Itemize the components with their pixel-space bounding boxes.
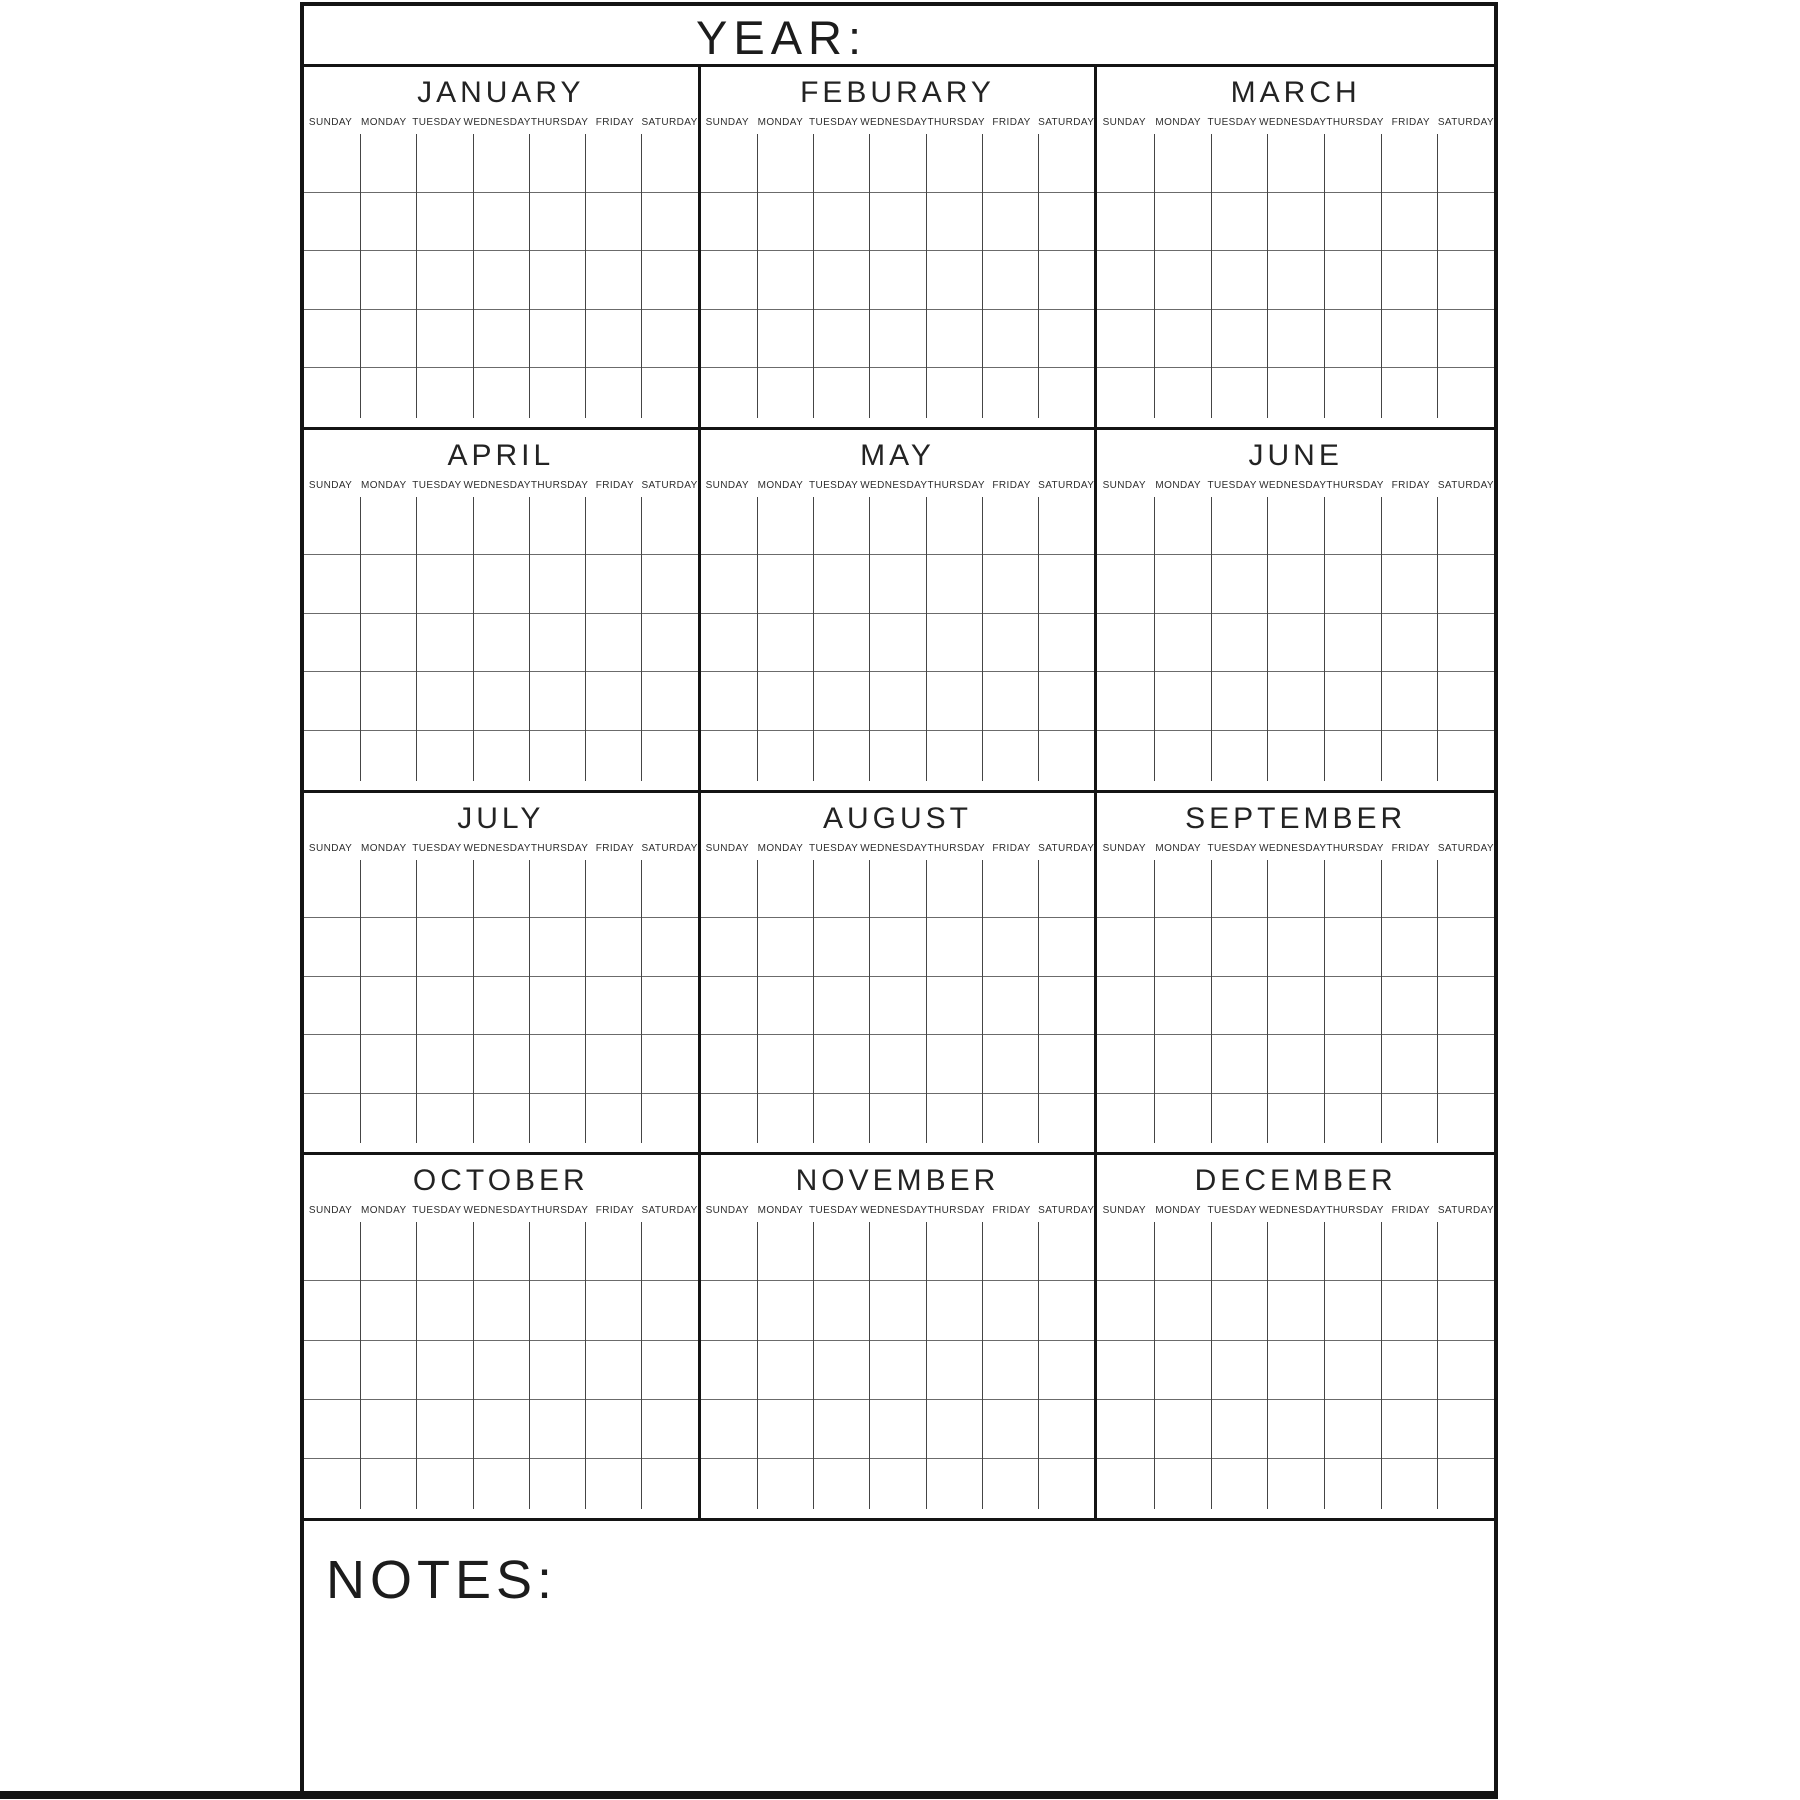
- month-block-december: [1097, 1155, 1494, 1518]
- week-row: [1097, 193, 1494, 252]
- day-name-label: SATURDAY: [1038, 479, 1095, 491]
- day-name-label: SATURDAY: [641, 117, 698, 128]
- month-week-grid: [1097, 497, 1494, 790]
- day-name-label: SATURDAY: [1038, 117, 1095, 128]
- notes-label: NOTES:: [326, 1550, 558, 1610]
- day-column-divider: [360, 134, 361, 418]
- month-title: SEPTEMBER: [1185, 801, 1407, 835]
- month-week-grid: [1097, 860, 1494, 1153]
- week-row: [701, 860, 1095, 919]
- day-name-label: SATURDAY: [1038, 1205, 1095, 1217]
- day-name-label: MONDAY: [757, 1205, 804, 1217]
- month-block-july: [304, 793, 701, 1156]
- day-column-divider: [1267, 860, 1268, 1144]
- day-column-divider: [926, 860, 927, 1144]
- day-column-divider: [1267, 1222, 1268, 1509]
- week-row: [1097, 731, 1494, 790]
- day-name-label: FRIDAY: [595, 1205, 635, 1217]
- day-column-divider: [1437, 497, 1438, 781]
- week-row: [304, 134, 698, 193]
- week-row: [304, 1094, 698, 1153]
- day-name-label: FRIDAY: [992, 1205, 1031, 1217]
- day-names-row: [304, 843, 698, 856]
- day-name-label: WEDNESDAY: [860, 479, 928, 491]
- day-name-label: SATURDAY: [1038, 842, 1095, 854]
- week-row: [304, 860, 698, 919]
- week-row: [304, 1222, 698, 1281]
- week-row: [1097, 310, 1494, 369]
- year-header: [304, 6, 1494, 67]
- month-block-november: [701, 1155, 1098, 1518]
- day-column-divider: [1437, 860, 1438, 1144]
- day-name-label: TUESDAY: [808, 117, 859, 128]
- week-row: [701, 193, 1095, 252]
- day-column-divider: [1324, 860, 1325, 1144]
- day-name-label: THURSDAY: [530, 479, 589, 491]
- day-names-row: [304, 117, 698, 130]
- month-title: FEBURARY: [800, 76, 995, 109]
- year-calendar: [300, 2, 1498, 1792]
- day-column-divider: [926, 1222, 927, 1509]
- day-column-divider: [926, 134, 927, 418]
- day-name-label: TUESDAY: [412, 479, 462, 491]
- day-column-divider: [1324, 134, 1325, 418]
- week-row: [701, 1035, 1095, 1094]
- day-name-label: MONDAY: [1155, 842, 1201, 854]
- day-name-label: WEDNESDAY: [463, 1205, 531, 1217]
- months-grid: [304, 67, 1494, 1518]
- day-column-divider: [473, 497, 474, 781]
- day-column-divider: [416, 860, 417, 1144]
- month-title: APRIL: [447, 438, 555, 472]
- day-names-row: [701, 480, 1095, 493]
- day-column-divider: [529, 860, 530, 1144]
- day-column-divider: [1437, 1222, 1438, 1509]
- day-column-divider: [529, 134, 530, 418]
- day-names-row: [304, 1205, 698, 1218]
- day-column-divider: [360, 1222, 361, 1509]
- day-column-divider: [757, 134, 758, 418]
- week-row: [1097, 1035, 1494, 1094]
- week-row: [1097, 1400, 1494, 1459]
- week-row: [701, 1222, 1095, 1281]
- day-name-label: WEDNESDAY: [1259, 842, 1327, 854]
- day-column-divider: [982, 860, 983, 1144]
- week-row: [1097, 1094, 1494, 1153]
- day-name-label: SATURDAY: [1437, 842, 1494, 854]
- day-column-divider: [416, 497, 417, 781]
- week-row: [701, 1400, 1095, 1459]
- day-name-label: SATURDAY: [1437, 1205, 1494, 1217]
- day-names-row: [701, 117, 1095, 130]
- month-week-grid: [701, 860, 1095, 1153]
- day-column-divider: [1154, 860, 1155, 1144]
- month-block-june: [1097, 430, 1494, 793]
- month-week-grid: [304, 497, 698, 790]
- day-column-divider: [926, 497, 927, 781]
- day-column-divider: [1381, 134, 1382, 418]
- day-name-label: WEDNESDAY: [860, 842, 928, 854]
- day-name-label: MONDAY: [1155, 117, 1201, 128]
- week-row: [304, 310, 698, 369]
- week-row: [304, 1035, 698, 1094]
- week-row: [701, 497, 1095, 556]
- day-name-label: TUESDAY: [808, 1205, 859, 1217]
- day-column-divider: [1267, 497, 1268, 781]
- day-name-label: SUNDAY: [705, 479, 749, 491]
- week-row: [1097, 1341, 1494, 1400]
- day-column-divider: [1211, 134, 1212, 418]
- day-column-divider: [529, 1222, 530, 1509]
- week-row: [701, 731, 1095, 790]
- day-name-label: THURSDAY: [927, 479, 985, 491]
- month-block-feburary: [701, 67, 1098, 430]
- day-column-divider: [360, 860, 361, 1144]
- day-column-divider: [869, 497, 870, 781]
- day-column-divider: [1381, 497, 1382, 781]
- week-row: [304, 918, 698, 977]
- month-week-grid: [701, 497, 1095, 790]
- day-name-label: SATURDAY: [1437, 117, 1494, 128]
- week-row: [1097, 497, 1494, 556]
- month-block-september: [1097, 793, 1494, 1156]
- bottom-edge-bar: [0, 1791, 1498, 1799]
- day-column-divider: [473, 1222, 474, 1509]
- day-column-divider: [416, 1222, 417, 1509]
- day-name-label: MONDAY: [1155, 1205, 1201, 1217]
- day-name-label: THURSDAY: [1326, 842, 1384, 854]
- month-week-grid: [701, 1222, 1095, 1518]
- day-name-label: FRIDAY: [1391, 479, 1430, 491]
- week-row: [701, 310, 1095, 369]
- week-row: [701, 1341, 1095, 1400]
- day-name-label: MONDAY: [360, 842, 407, 854]
- day-names-row: [1097, 117, 1494, 130]
- day-column-divider: [1381, 1222, 1382, 1509]
- month-title: JULY: [457, 801, 545, 835]
- day-column-divider: [813, 497, 814, 781]
- day-name-label: FRIDAY: [992, 479, 1031, 491]
- week-row: [701, 1281, 1095, 1340]
- day-name-label: WEDNESDAY: [1259, 479, 1327, 491]
- day-name-label: MONDAY: [757, 117, 804, 128]
- day-column-divider: [1324, 497, 1325, 781]
- day-column-divider: [473, 134, 474, 418]
- day-column-divider: [982, 134, 983, 418]
- day-column-divider: [757, 497, 758, 781]
- day-column-divider: [641, 134, 642, 418]
- month-block-august: [701, 793, 1098, 1156]
- day-column-divider: [1437, 134, 1438, 418]
- day-name-label: SUNDAY: [705, 117, 749, 128]
- day-name-label: WEDNESDAY: [1259, 1205, 1327, 1217]
- day-name-label: SUNDAY: [1102, 1205, 1146, 1217]
- day-name-label: FRIDAY: [1391, 1205, 1430, 1217]
- day-name-label: WEDNESDAY: [1259, 117, 1327, 128]
- month-block-march: [1097, 67, 1494, 430]
- day-column-divider: [1211, 860, 1212, 1144]
- day-name-label: SUNDAY: [1102, 479, 1146, 491]
- day-column-divider: [1381, 860, 1382, 1144]
- week-row: [1097, 860, 1494, 919]
- day-name-label: SUNDAY: [308, 479, 353, 491]
- week-row: [1097, 134, 1494, 193]
- day-name-label: SUNDAY: [308, 842, 353, 854]
- day-name-label: WEDNESDAY: [860, 1205, 928, 1217]
- month-block-october: [304, 1155, 701, 1518]
- day-name-label: FRIDAY: [595, 479, 635, 491]
- month-title: MAY: [860, 438, 935, 472]
- day-name-label: THURSDAY: [927, 117, 985, 128]
- week-row: [1097, 977, 1494, 1036]
- day-name-label: TUESDAY: [808, 842, 859, 854]
- day-column-divider: [416, 134, 417, 418]
- day-name-label: THURSDAY: [530, 842, 589, 854]
- week-row: [304, 977, 698, 1036]
- day-name-label: TUESDAY: [1207, 117, 1257, 128]
- day-column-divider: [982, 1222, 983, 1509]
- day-column-divider: [641, 497, 642, 781]
- week-row: [304, 251, 698, 310]
- day-name-label: THURSDAY: [530, 1205, 589, 1217]
- day-column-divider: [813, 1222, 814, 1509]
- week-row: [1097, 672, 1494, 731]
- month-title: DECEMBER: [1194, 1164, 1397, 1198]
- month-title: JANUARY: [417, 76, 585, 109]
- month-title: MARCH: [1230, 76, 1361, 109]
- day-names-row: [304, 480, 698, 493]
- day-column-divider: [1038, 134, 1039, 418]
- week-row: [701, 672, 1095, 731]
- day-column-divider: [529, 497, 530, 781]
- day-name-label: MONDAY: [1155, 479, 1201, 491]
- day-name-label: TUESDAY: [1207, 842, 1257, 854]
- day-name-label: WEDNESDAY: [463, 842, 531, 854]
- day-name-label: THURSDAY: [1326, 479, 1384, 491]
- day-name-label: FRIDAY: [595, 117, 635, 128]
- day-name-label: MONDAY: [360, 1205, 407, 1217]
- day-name-label: MONDAY: [360, 479, 407, 491]
- day-name-label: SATURDAY: [1437, 479, 1494, 491]
- week-row: [1097, 1459, 1494, 1518]
- day-name-label: THURSDAY: [1326, 117, 1384, 128]
- day-name-label: MONDAY: [757, 842, 804, 854]
- week-row: [701, 1094, 1095, 1153]
- week-row: [1097, 251, 1494, 310]
- day-name-label: FRIDAY: [992, 842, 1031, 854]
- day-names-row: [1097, 843, 1494, 856]
- month-block-april: [304, 430, 701, 793]
- week-row: [1097, 614, 1494, 673]
- day-column-divider: [1154, 134, 1155, 418]
- day-column-divider: [585, 860, 586, 1144]
- day-names-row: [701, 1205, 1095, 1218]
- week-row: [1097, 918, 1494, 977]
- day-column-divider: [1038, 497, 1039, 781]
- day-column-divider: [869, 1222, 870, 1509]
- day-name-label: MONDAY: [757, 479, 804, 491]
- day-column-divider: [813, 134, 814, 418]
- week-row: [701, 134, 1095, 193]
- month-block-may: [701, 430, 1098, 793]
- day-name-label: FRIDAY: [595, 842, 635, 854]
- week-row: [304, 368, 698, 427]
- week-row: [304, 1281, 698, 1340]
- day-column-divider: [585, 1222, 586, 1509]
- week-row: [304, 731, 698, 790]
- day-name-label: THURSDAY: [927, 1205, 985, 1217]
- year-label: YEAR:: [696, 11, 868, 64]
- week-row: [304, 555, 698, 614]
- day-name-label: SATURDAY: [641, 842, 698, 854]
- day-column-divider: [585, 134, 586, 418]
- day-name-label: TUESDAY: [412, 117, 462, 128]
- month-title: JUNE: [1248, 438, 1343, 472]
- day-column-divider: [473, 860, 474, 1144]
- day-column-divider: [1211, 1222, 1212, 1509]
- week-row: [304, 672, 698, 731]
- day-name-label: SATURDAY: [641, 479, 698, 491]
- week-row: [701, 251, 1095, 310]
- day-column-divider: [869, 860, 870, 1144]
- month-week-grid: [1097, 1222, 1494, 1518]
- week-row: [304, 193, 698, 252]
- day-column-divider: [641, 1222, 642, 1509]
- day-name-label: TUESDAY: [808, 479, 859, 491]
- week-row: [304, 1400, 698, 1459]
- day-column-divider: [757, 860, 758, 1144]
- day-name-label: SUNDAY: [308, 117, 353, 128]
- month-block-january: [304, 67, 701, 430]
- day-column-divider: [1267, 134, 1268, 418]
- day-name-label: FRIDAY: [992, 117, 1031, 128]
- day-name-label: MONDAY: [360, 117, 407, 128]
- day-column-divider: [869, 134, 870, 418]
- day-column-divider: [360, 497, 361, 781]
- day-name-label: WEDNESDAY: [463, 117, 531, 128]
- notes-section: [304, 1518, 1494, 1792]
- week-row: [1097, 555, 1494, 614]
- day-names-row: [1097, 480, 1494, 493]
- month-week-grid: [1097, 134, 1494, 427]
- day-column-divider: [1154, 1222, 1155, 1509]
- day-column-divider: [1038, 1222, 1039, 1509]
- week-row: [701, 1459, 1095, 1518]
- week-row: [1097, 368, 1494, 427]
- day-name-label: TUESDAY: [412, 842, 462, 854]
- day-column-divider: [1324, 1222, 1325, 1509]
- day-column-divider: [585, 497, 586, 781]
- day-name-label: TUESDAY: [1207, 1205, 1257, 1217]
- week-row: [701, 614, 1095, 673]
- week-row: [304, 1341, 698, 1400]
- week-row: [701, 977, 1095, 1036]
- day-name-label: SATURDAY: [641, 1205, 698, 1217]
- day-name-label: THURSDAY: [1326, 1205, 1384, 1217]
- day-column-divider: [813, 860, 814, 1144]
- day-column-divider: [982, 497, 983, 781]
- day-name-label: SUNDAY: [1102, 117, 1146, 128]
- day-name-label: SUNDAY: [308, 1205, 353, 1217]
- day-name-label: SUNDAY: [705, 842, 749, 854]
- day-name-label: WEDNESDAY: [463, 479, 531, 491]
- day-name-label: FRIDAY: [1391, 117, 1430, 128]
- month-week-grid: [701, 134, 1095, 427]
- month-week-grid: [304, 860, 698, 1153]
- day-name-label: FRIDAY: [1391, 842, 1430, 854]
- day-name-label: SUNDAY: [1102, 842, 1146, 854]
- week-row: [701, 368, 1095, 427]
- day-name-label: WEDNESDAY: [860, 117, 928, 128]
- day-names-row: [1097, 1205, 1494, 1218]
- day-names-row: [701, 843, 1095, 856]
- day-name-label: SUNDAY: [705, 1205, 749, 1217]
- day-name-label: TUESDAY: [1207, 479, 1257, 491]
- month-title: OCTOBER: [412, 1164, 589, 1198]
- month-title: NOVEMBER: [795, 1164, 1000, 1198]
- day-column-divider: [757, 1222, 758, 1509]
- day-column-divider: [1038, 860, 1039, 1144]
- week-row: [304, 614, 698, 673]
- day-name-label: TUESDAY: [412, 1205, 462, 1217]
- day-name-label: THURSDAY: [927, 842, 985, 854]
- week-row: [304, 497, 698, 556]
- week-row: [1097, 1222, 1494, 1281]
- day-name-label: THURSDAY: [530, 117, 589, 128]
- week-row: [701, 918, 1095, 977]
- month-week-grid: [304, 1222, 698, 1518]
- day-column-divider: [1154, 497, 1155, 781]
- week-row: [304, 1459, 698, 1518]
- day-column-divider: [641, 860, 642, 1144]
- month-week-grid: [304, 134, 698, 427]
- week-row: [701, 555, 1095, 614]
- week-row: [1097, 1281, 1494, 1340]
- day-column-divider: [1211, 497, 1212, 781]
- month-title: AUGUST: [822, 801, 972, 835]
